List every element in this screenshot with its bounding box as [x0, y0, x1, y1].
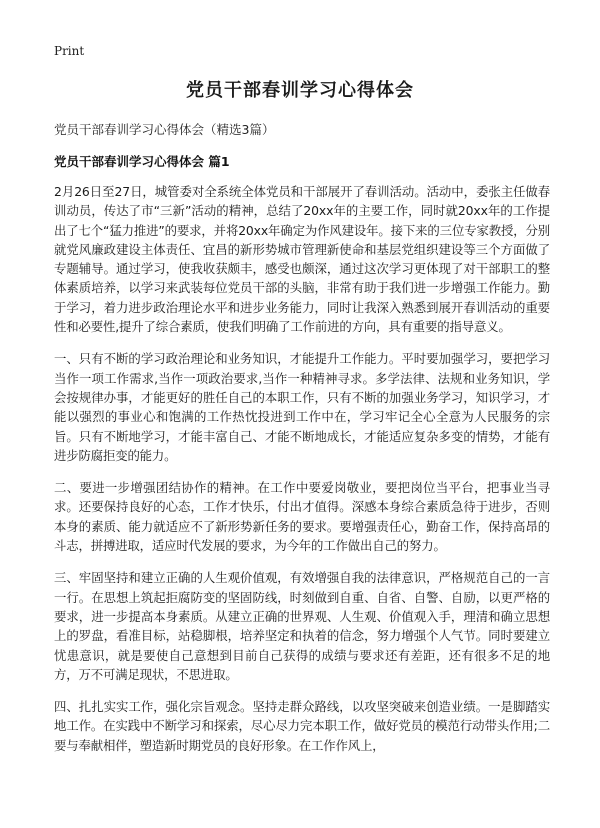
paragraph-intro: 2月26日至27日，城管委对全系统全体党员和干部展开了春训活动。活动中，委张主任做春训动员，传达了市“三新”活动的精神，总结了20xx年的主要工作，同时就20xx年的工作提出了七个“猛力推进”的要求，并将20xx年确定为作风建设年。接下来的三位专家教授，分别就党风廉政建设主体责任、宜昌的新形势城市管理新使命和基层党组织建设等三个方面做了专题辅导。通过学习，使我收获颇丰，感受也颇深，通过这次学习更体现了对干部职工的整体素质培养，以学习来武装每位党员干部的头脑，非常有助于我们进一步增强工作能力。勤于学习，着力进步政治理论水平和进步业务能力，同时让我深入熟悉到展开春训活动的重要性和必要性,提升了综合素质，使我们明确了工作前进的方向，具有重要的指导意义。 — [54, 184, 550, 335]
document-subtitle: 党员干部春训学习心得体会（精选3篇） — [54, 122, 275, 137]
print-link[interactable]: Print — [54, 44, 85, 58]
paragraph-point-1: 一、只有不断的学习政治理论和业务知识，才能提升工作能力。平时要加强学习，要把学习当作一项工作需求,当作一项政治要求,当作一种精神寻求。多学法律、法规和业务知识，学会按规律办事，才能更好的胜任自己的本职工作，只有不断的加强业务学习，知识学习，才能以强烈的事业心和饱满的工作热忱投进到工作中在，学习牢记全心全意为人民服务的宗旨。只有不断地学习，才能丰富自己、才能不断地成长，才能适应复杂多变的情势，才能有进步防腐拒变的能力。 — [54, 351, 550, 463]
document-title: 党员干部春训学习心得体会 — [186, 80, 414, 101]
paragraph-point-3: 三、牢固坚持和建立正确的人生观价值观，有效增强自我的法律意识，严格规范自己的一言一行。在思想上筑起拒腐防变的坚固防线，时刻做到自重、自省、自警、自励，以更严格的要求，进一步提高本身素质。从建立正确的世界观、人生观、价值观入手，理清和确立思想上的罗盘，看准目标，站稳脚根，培养坚定和执着的信念，努力增强个人气节。同时要建立忧患意识，就是要使自己意想到目前自己获得的成绩与要求还有差距，还有很多不足的地方，万不可满足现状，不思进取。 — [54, 570, 550, 682]
document-body — [54, 182, 550, 768]
section-heading: 党员干部春训学习心得体会 篇1 — [54, 154, 230, 169]
paragraph-point-4: 四、扎扎实实工作，强化宗旨观念。坚持走群众路线，以攻坚突破来创造业绩。一是脚踏实地工作。在实践中不断学习和探索，尽心尽力完本职工作，做好党员的模范行动带头作用;二要与奉献相伴，塑造新时期党员的良好形象。在工作作风上， — [54, 699, 550, 753]
paragraph-point-2: 二、要进一步增强团结协作的精神。在工作中要爱岗敬业，要把岗位当平台，把事业当寻求。还要保持良好的心态，工作才快乐，付出才值得。深感本身综合素质急待于进步，否则本身的素质、能力就适应不了新形势新任务的要求。要增强责任心，勤奋工作，保持高昂的斗志，拼搏进取，适应时代发展的要求，为今年的工作做出自己的努力。 — [54, 480, 550, 554]
